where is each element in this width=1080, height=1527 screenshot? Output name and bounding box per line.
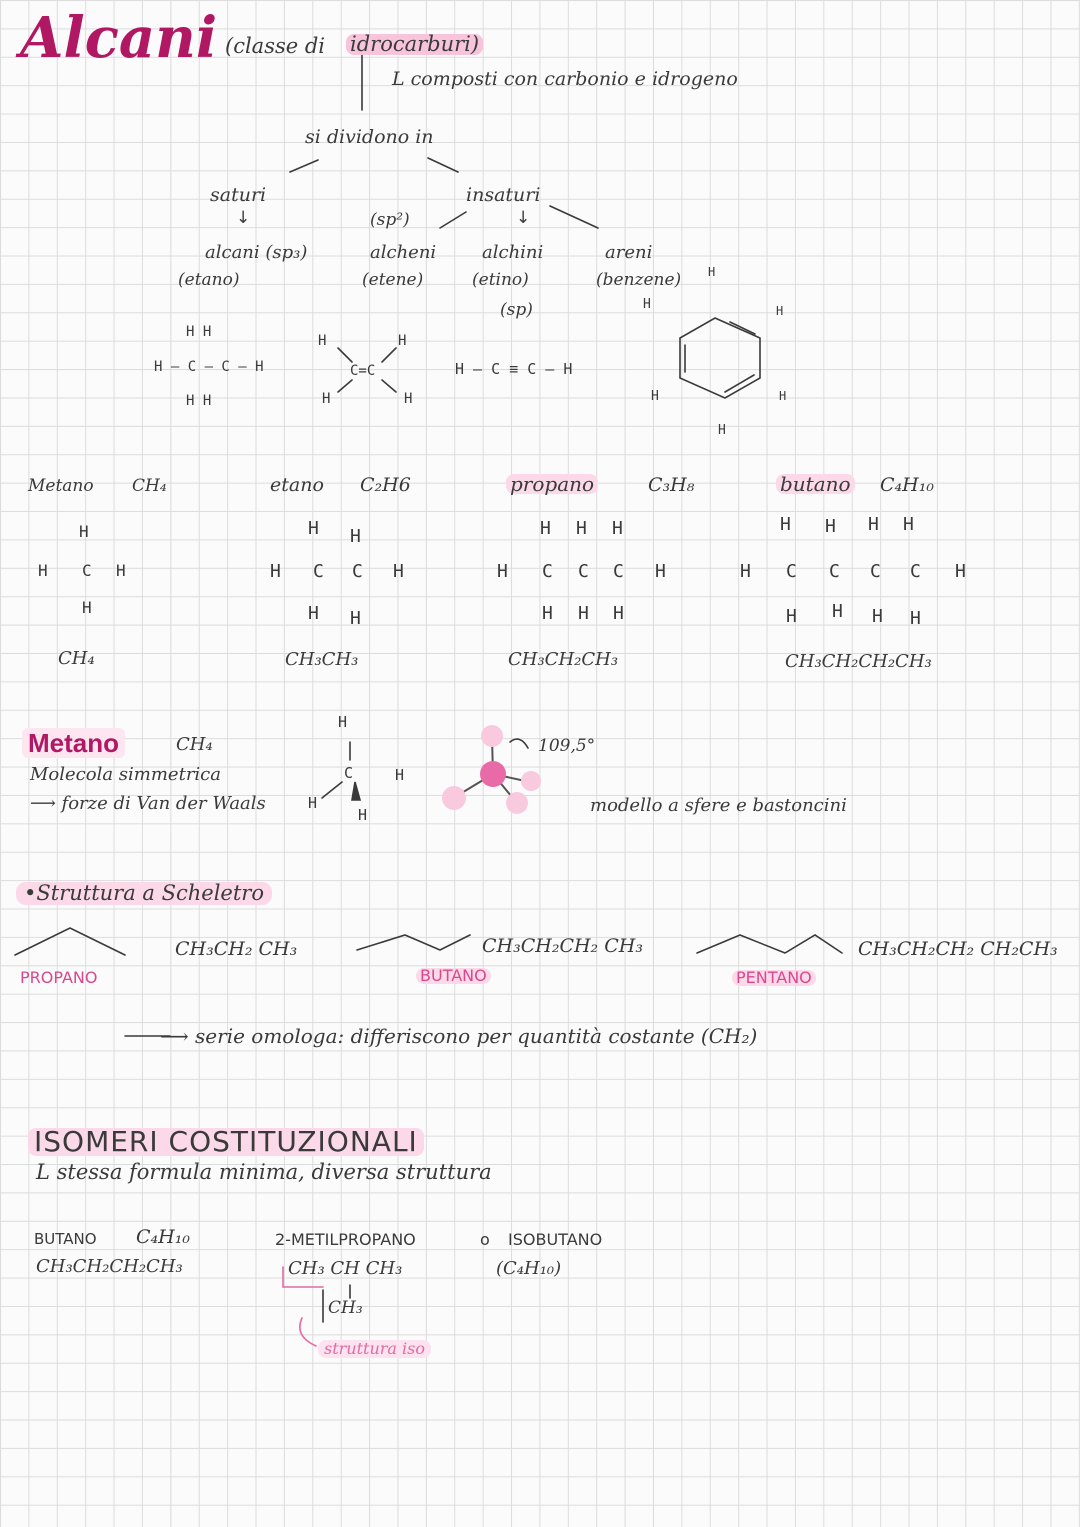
butane-h: H <box>740 561 751 582</box>
methane3d-h: H <box>308 794 318 812</box>
butane-h: H <box>786 606 797 627</box>
methane-c: C <box>82 561 92 580</box>
title-note: (classe di <box>225 34 326 58</box>
butane-h: H <box>780 514 791 535</box>
methyl-branch: CH₃ <box>328 1298 363 1318</box>
arrow-down-icon: ↓ <box>516 208 531 228</box>
propane-c: C <box>613 561 624 582</box>
alcani-sp3-label: alcani (sp₃) <box>205 242 308 263</box>
benzene-h: H <box>779 389 787 403</box>
skeleton-pentano-label: PENTANO <box>732 970 816 986</box>
page-title: Alcani <box>20 5 218 71</box>
angle-label: 109,5° <box>538 736 596 756</box>
divide-label: si dividono in <box>305 126 434 148</box>
propane-c: C <box>542 561 553 582</box>
butane-h: H <box>832 601 843 622</box>
ethene-cc: C=C <box>350 363 376 379</box>
model-label: modello a sfere e bastoncini <box>590 795 847 816</box>
propane-h: H <box>613 603 624 624</box>
metano-line-1: Molecola simmetrica <box>30 764 221 785</box>
propane-h: H <box>497 561 508 582</box>
saturi-label: saturi <box>210 184 267 206</box>
ethene-h: H <box>322 391 331 407</box>
butane-c: C <box>870 561 881 582</box>
methane3d-h: H <box>358 806 368 824</box>
methane3d-h: H <box>338 713 348 731</box>
etene-paren-label: (etene) <box>362 270 424 290</box>
butane-h: H <box>910 608 921 629</box>
butano-formula: C₄H₁₀ <box>880 474 934 496</box>
ethane-row-mid: H – C – C – H <box>154 359 264 375</box>
metilpropano-label: 2-METILPROPANO <box>275 1230 416 1249</box>
butane-h: H <box>868 514 879 535</box>
or-label: o <box>480 1230 490 1249</box>
ethane-h: H <box>350 608 361 629</box>
metano-condensed: CH₄ <box>58 648 95 669</box>
methane-h: H <box>82 598 92 617</box>
areni-label: areni <box>605 242 653 263</box>
etano-formula: C₂H6 <box>360 474 411 496</box>
skeleton-pentano-formula: CH₃CH₂CH₂ CH₂CH₃ <box>858 938 1058 960</box>
skeleton-butano-label: BUTANO <box>416 968 491 984</box>
alchini-label: alchini <box>482 242 544 263</box>
propane-c: C <box>578 561 589 582</box>
ethyne-structure: H – C ≡ C – H <box>455 360 573 378</box>
isomeri-butano-condensed: CH₃CH₂CH₂CH₃ <box>36 1256 183 1277</box>
propane-h: H <box>542 603 553 624</box>
ethane-c: C <box>352 561 363 582</box>
arrow-down-icon: ↓ <box>236 208 251 228</box>
skeleton-propano-formula: CH₃CH₂ CH₃ <box>175 938 298 960</box>
metilpropano-condensed: CH₃ CH CH₃ <box>288 1258 403 1279</box>
butane-c: C <box>786 561 797 582</box>
alcheni-label: alcheni <box>370 242 437 263</box>
skeleton-butano-formula: CH₃CH₂CH₂ CH₃ <box>482 935 643 957</box>
methane-h: H <box>79 522 89 541</box>
etano-condensed: CH₃CH₃ <box>285 649 359 670</box>
skeleton-heading: •Struttura a Scheletro <box>16 882 272 905</box>
methane-h: H <box>116 561 126 580</box>
serie-omologa-note: ⟶ serie omologa: differiscono per quantità costante (CH₂) <box>160 1024 758 1048</box>
benzene-paren-label: (benzene) <box>596 270 682 290</box>
ethane-c: C <box>313 561 324 582</box>
ethene-h: H <box>398 333 407 349</box>
propane-h: H <box>576 518 587 539</box>
etino-paren-label: (etino) <box>472 270 529 290</box>
benzene-h: H <box>643 297 651 312</box>
propane-h: H <box>578 603 589 624</box>
ethane-h: H <box>308 603 319 624</box>
methane3d-c: C <box>344 764 354 782</box>
butane-c: C <box>910 561 921 582</box>
propane-h: H <box>540 518 551 539</box>
struttura-iso-label: struttura iso <box>318 1340 431 1358</box>
methane-h: H <box>38 561 48 580</box>
ethane-row-top: H H <box>186 324 212 340</box>
butane-h: H <box>903 514 914 535</box>
sp2-label: (sp²) <box>370 210 410 230</box>
compounds-note: L composti con carbonio e idrogeno <box>392 68 738 90</box>
isomeri-butano-formula: C₄H₁₀ <box>136 1226 190 1248</box>
sp-label: (sp) <box>500 300 533 320</box>
metano-label: Metano <box>28 476 94 496</box>
propane-h: H <box>655 561 666 582</box>
etano-paren-label: (etano) <box>178 270 240 290</box>
isomeri-heading: ISOMERI COSTITUZIONALI <box>28 1128 424 1156</box>
benzene-h: H <box>651 389 659 404</box>
ethane-row-bot: H H <box>186 393 212 409</box>
butane-h: H <box>825 516 836 537</box>
propano-label: propano <box>506 474 598 494</box>
title-note-highlight: idrocarburi) <box>346 34 483 55</box>
metano-formula: CH₄ <box>132 476 167 496</box>
propano-condensed: CH₃CH₂CH₃ <box>508 649 619 670</box>
butano-label: butano <box>776 474 855 494</box>
etano-label: etano <box>270 474 324 496</box>
metano-heading: Metano <box>22 728 125 758</box>
benzene-h: H <box>776 304 784 318</box>
insaturi-label: insaturi <box>466 184 541 206</box>
propane-h: H <box>612 518 623 539</box>
ethene-h: H <box>404 391 413 407</box>
isomeri-butano-label: BUTANO <box>34 1230 97 1248</box>
methane3d-h: H <box>395 766 405 784</box>
ethane-h: H <box>393 561 404 582</box>
ethane-h: H <box>350 526 361 547</box>
propano-formula: C₃H₈ <box>648 474 695 496</box>
benzene-h: H <box>718 423 726 438</box>
isomeri-subtitle: L stessa formula minima, diversa struttura <box>36 1160 492 1184</box>
benzene-h: H <box>708 265 716 279</box>
isobutano-label: ISOBUTANO <box>508 1230 603 1249</box>
butano-condensed: CH₃CH₂CH₂CH₃ <box>785 651 932 672</box>
metano-formula-heading: CH₄ <box>176 734 213 755</box>
isobutano-formula: (C₄H₁₀) <box>496 1258 562 1279</box>
ethene-h: H <box>318 333 327 349</box>
metano-line-2: ⟶ forze di Van der Waals <box>30 793 266 814</box>
skeleton-propano-label: PROPANO <box>20 968 98 987</box>
ethane-h: H <box>270 561 281 582</box>
butane-c: C <box>829 561 840 582</box>
butane-h: H <box>872 606 883 627</box>
ethane-h: H <box>308 518 319 539</box>
butane-h: H <box>955 561 966 582</box>
